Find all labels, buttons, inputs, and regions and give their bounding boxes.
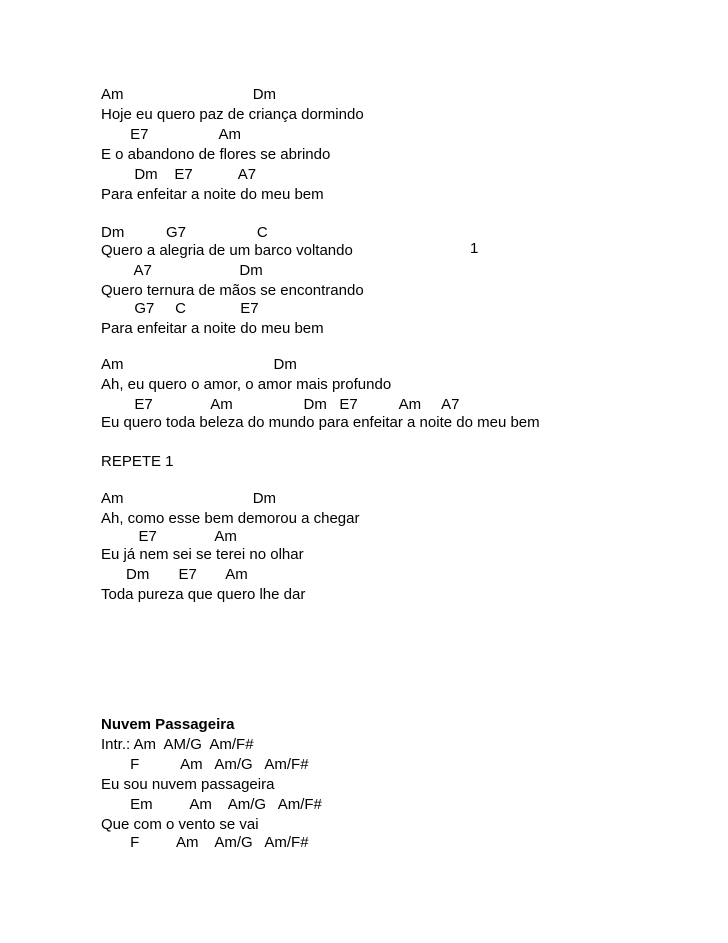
chord-line: E7 Am <box>101 528 237 545</box>
chord-line: F Am Am/G Am/F# <box>101 756 309 773</box>
chord-line: Dm E7 Am <box>101 566 248 583</box>
chord-line: Dm E7 A7 <box>101 166 257 183</box>
lyric-line: Para enfeitar a noite do meu bem <box>101 186 324 203</box>
chord-line: Dm G7 C <box>101 224 268 241</box>
lyric-line: Quero ternura de mãos se encontrando <box>101 282 364 299</box>
song-title: Nuvem Passageira <box>101 716 235 733</box>
lyric-line: Eu sou nuvem passageira <box>101 776 275 793</box>
chord-line: Am Dm <box>101 356 297 373</box>
lyric-line: Ah, eu quero o amor, o amor mais profundo <box>101 376 392 393</box>
chord-line: A7 Dm <box>101 262 263 279</box>
lyric-line: E o abandono de flores se abrindo <box>101 146 331 163</box>
chord-line: E7 Am <box>101 126 242 143</box>
repeat-instruction: REPETE 1 <box>101 453 174 470</box>
chord-line: Am Dm <box>101 490 277 507</box>
lyric-line: Eu quero toda beleza do mundo para enfeitar a noite do meu bem <box>101 414 540 431</box>
intro-line: Intr.: Am AM/G Am/F# <box>101 736 254 753</box>
chord-line: Em Am Am/G Am/F# <box>101 796 322 813</box>
chord-line: Am Dm <box>101 86 277 103</box>
lyric-line: Hoje eu quero paz de criança dormindo <box>101 106 364 123</box>
chord-line: F Am Am/G Am/F# <box>101 834 309 851</box>
lyric-line: Para enfeitar a noite do meu bem <box>101 320 324 337</box>
chord-line: G7 C E7 <box>101 300 259 317</box>
chord-line: E7 Am Dm E7 Am A7 <box>101 396 460 413</box>
lyric-line: Que com o vento se vai <box>101 816 259 833</box>
lyric-line: Eu já nem sei se terei no olhar <box>101 546 304 563</box>
lyric-line: Toda pureza que quero lhe dar <box>101 586 306 603</box>
repeat-marker: 1 <box>470 240 479 257</box>
lyric-line: Quero a alegria de um barco voltando <box>101 242 353 259</box>
lyric-line: Ah, como esse bem demorou a chegar <box>101 510 360 527</box>
